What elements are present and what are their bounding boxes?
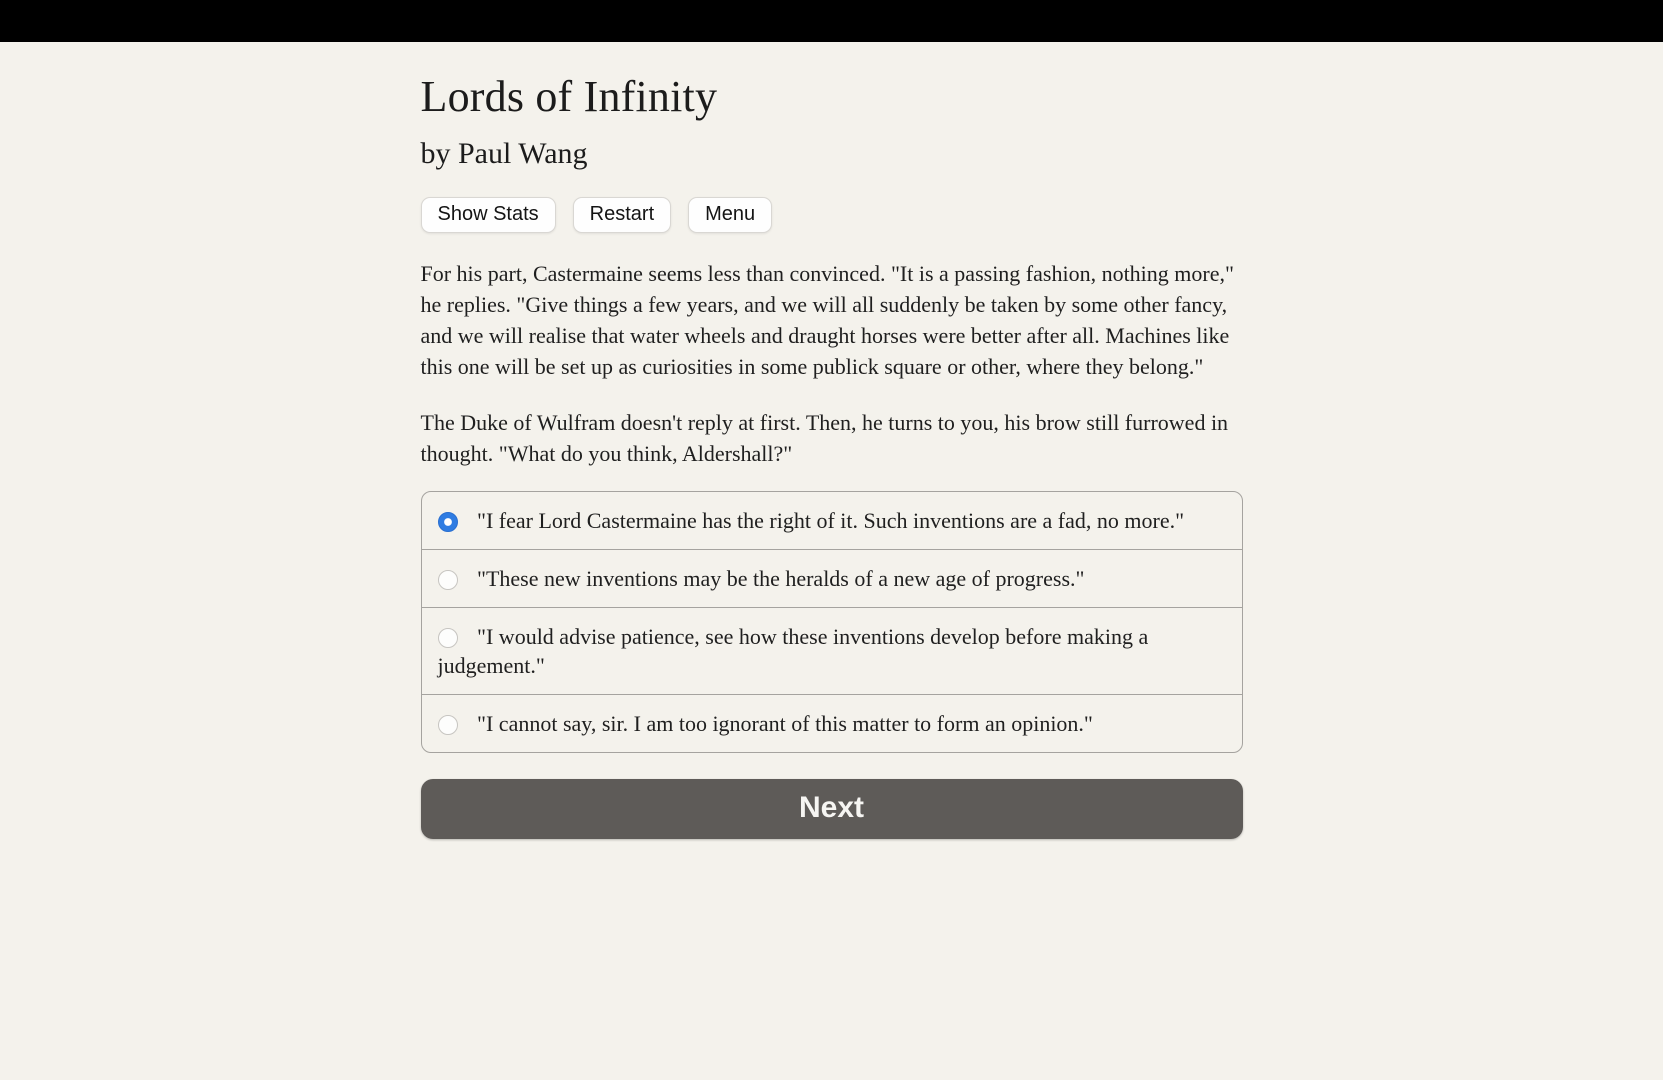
story-page [421, 42, 1243, 839]
choice-option-3[interactable] [422, 607, 1242, 694]
choice-label-4: "I cannot say, sir. I am too ignorant of this matter to form an opinion." [477, 710, 1093, 736]
choice-option-1[interactable] [422, 492, 1242, 549]
choice-option-4[interactable] [422, 694, 1242, 752]
story-paragraph-2: The Duke of Wulfram doesn't reply at first. Then, he turns to you, his brow still furrowed in thought. "What do you think, Aldershall?" [420, 409, 1229, 466]
choice-option-2[interactable] [422, 549, 1242, 607]
top-black-bar [0, 0, 1663, 42]
game-author: by Paul Wang [420, 136, 588, 170]
show-stats-button[interactable]: Show Stats [421, 197, 556, 233]
choice-radio-1[interactable] [438, 512, 458, 532]
story-paragraph-1: For his part, Castermaine seems less than convinced. "It is a passing fashion, nothing more," he replies. "Give things a few years, and we will all suddenly be taken by some other fancy, and we will realise that water wheels and draught horses were better after all. Machines like this one will be set up as curiosities in some publick square or other, where they belong." [420, 260, 1234, 379]
choice-radio-3[interactable] [438, 628, 458, 648]
toolbar [421, 197, 1243, 233]
game-title: Lords of Infinity [420, 72, 718, 121]
choice-group [421, 491, 1243, 753]
menu-button[interactable]: Menu [688, 197, 772, 233]
restart-button[interactable]: Restart [573, 197, 671, 233]
choice-label-1: "I fear Lord Castermaine has the right of it. Such inventions are a fad, no more." [477, 507, 1185, 533]
next-button[interactable]: Next [421, 779, 1243, 839]
story-text [421, 258, 1243, 469]
choice-label-3: "I would advise patience, see how these inventions develop before making a judgement." [437, 623, 1149, 678]
choice-radio-4[interactable] [438, 715, 458, 735]
choice-radio-2[interactable] [438, 570, 458, 590]
choice-label-2: "These new inventions may be the heralds of a new age of progress." [477, 565, 1085, 591]
